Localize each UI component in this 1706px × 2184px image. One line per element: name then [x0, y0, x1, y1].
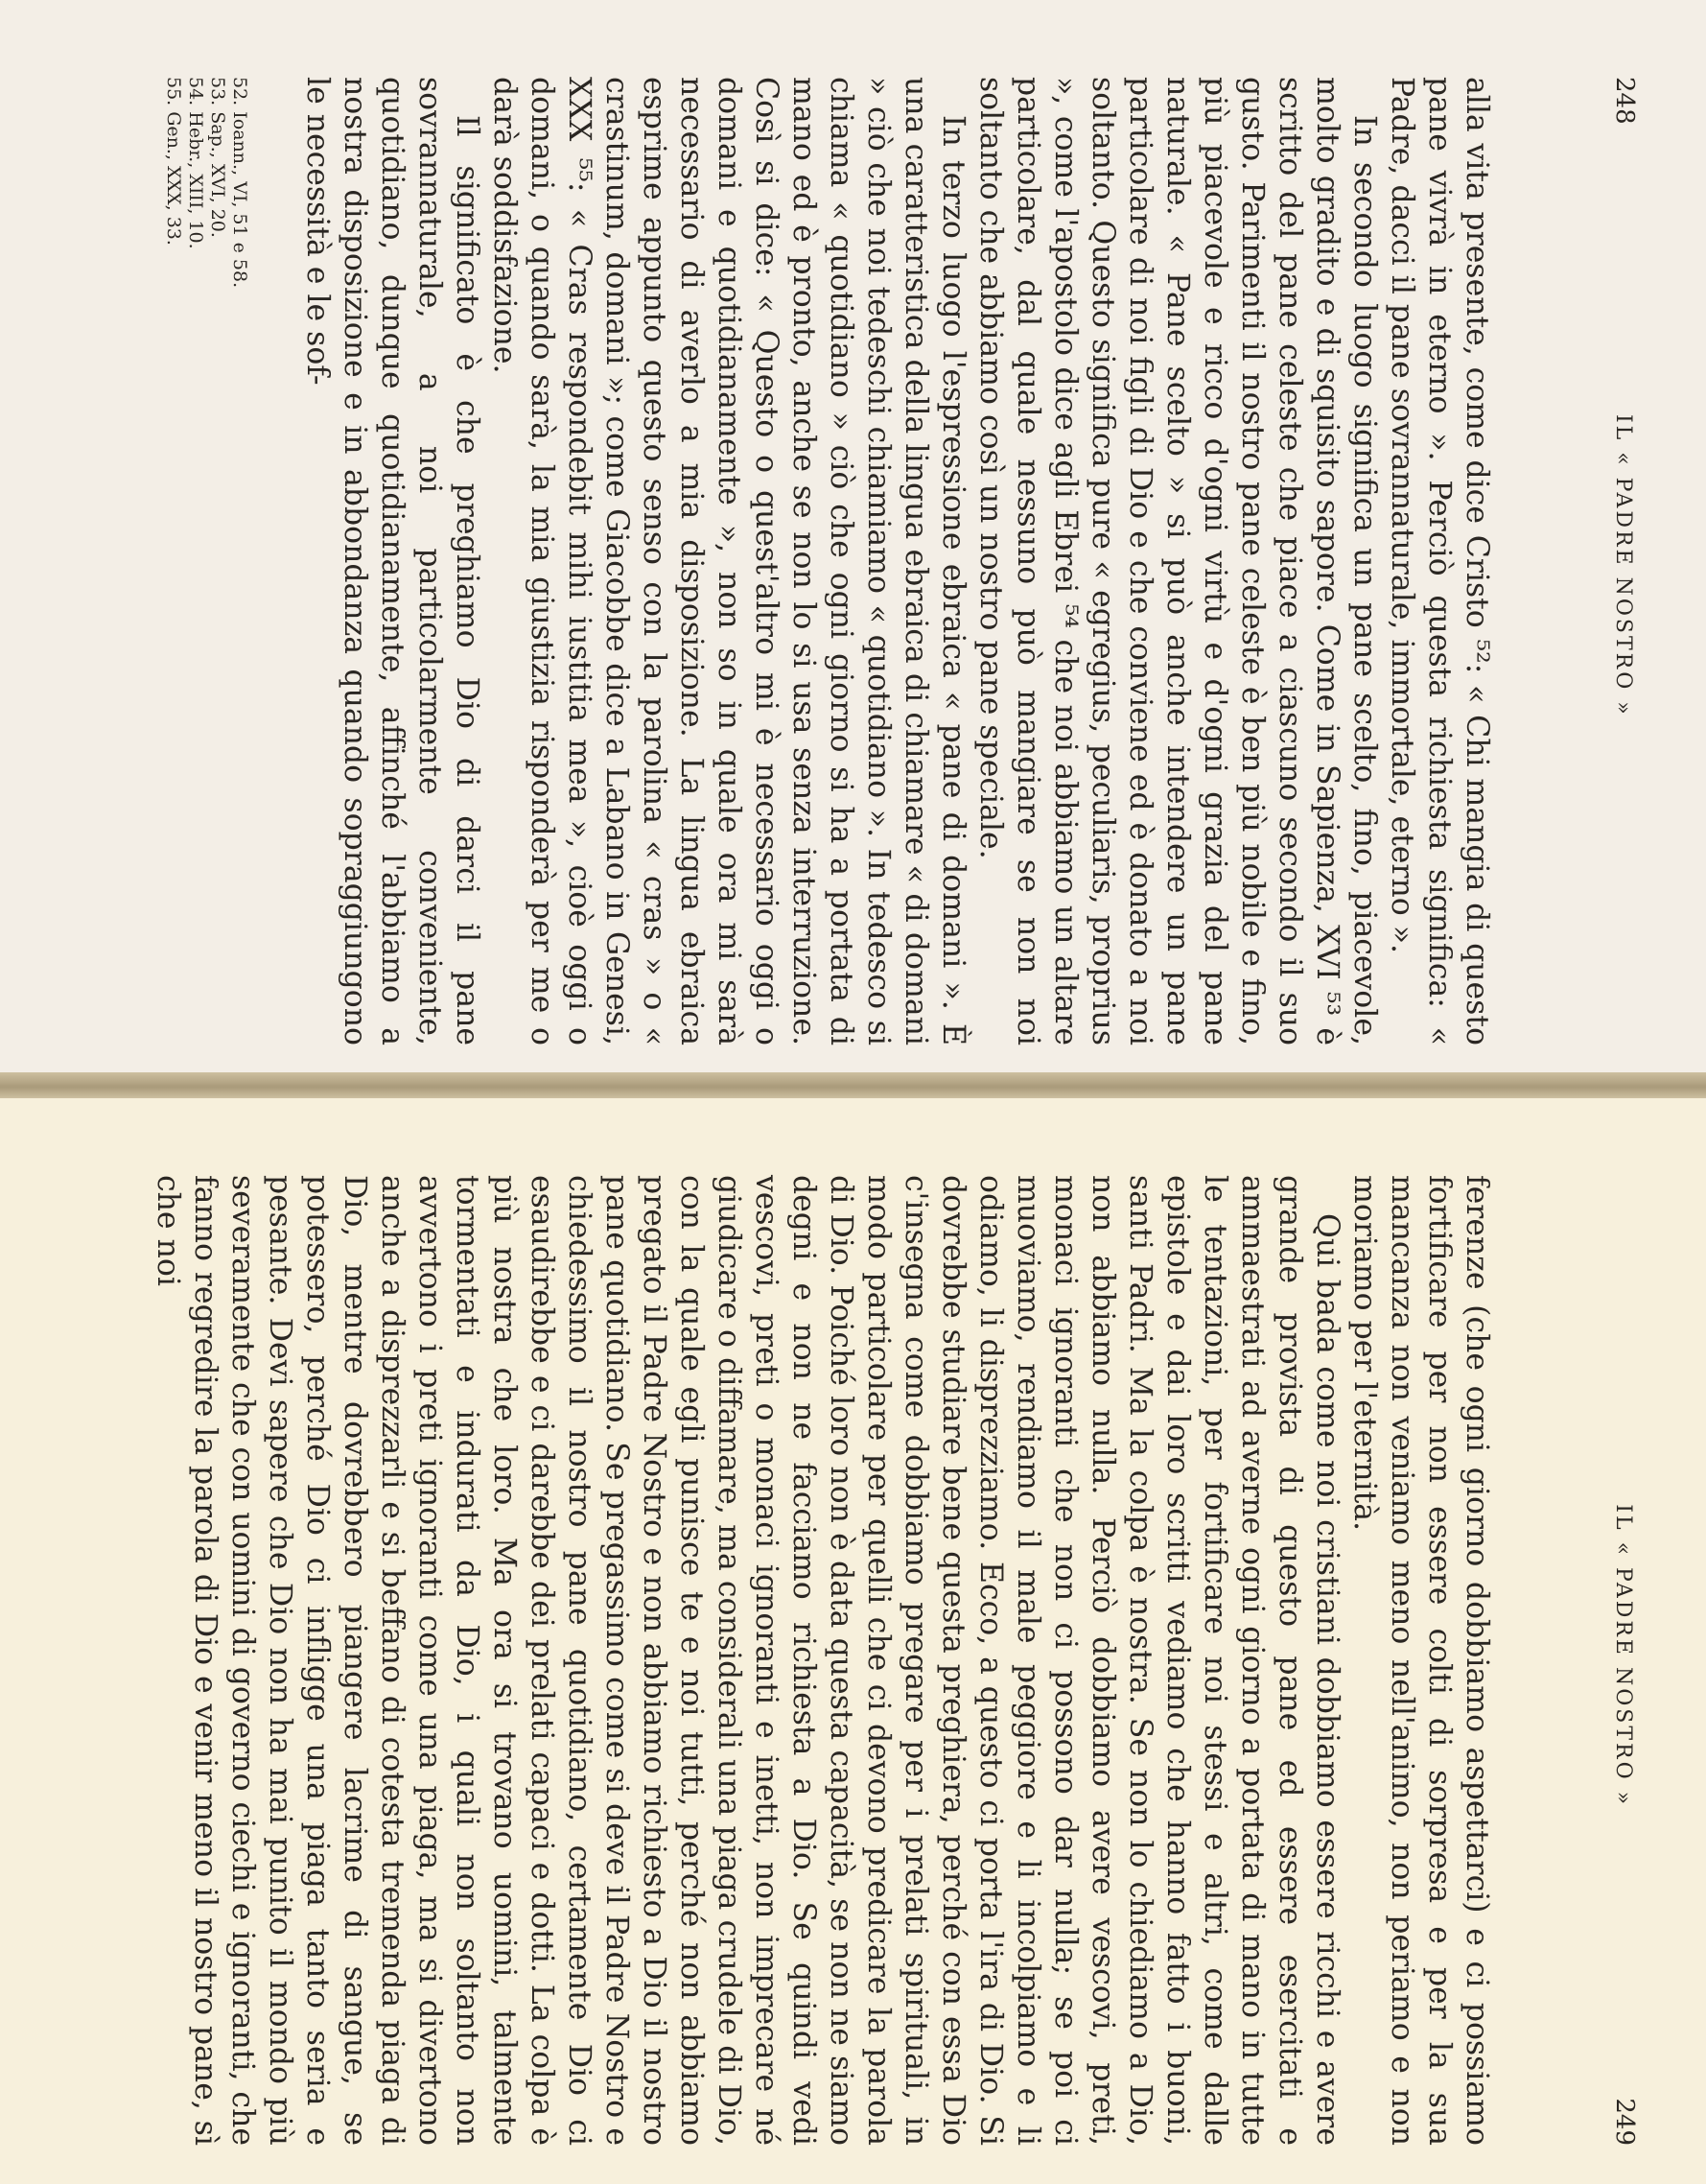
running-head: IL « PADRE NOSTRO » — [1611, 413, 1635, 717]
footnotes — [162, 77, 250, 1045]
page-header — [1581, 77, 1639, 1045]
body-text — [298, 77, 1495, 1045]
paragraph: Il significato è che preghiamo Dio di darci il pane sovrannaturale, a noi particolarmente conveniente, quotidiano, dunque quotidianamente, affinché l'abbiamo a nostra disposizione e in abbondanza quando sopraggiungono le necessità e le sof- — [300, 77, 484, 1045]
paragraph: In terzo luogo l'espressione ebraica « pane di domani ». È una caratteristica della lingua ebraica di chiamare « di domani » ciò che noi tedeschi chiamiamo « quotidiano ». In tedesco si chiama « quotidiano » ciò che ogni giorno si ha a portata di mano ed è pronto, anche se non lo si usa senza interruzione. Così si dice: « Questo o quest'altro mi è necessario oggi o domani e quotidianamente », non so in quale ora mi sarà necessario di averlo a mia disposizione. La lingua ebraica esprime appunto questo senso con la parolina « cras » o « crastinum, domani »; come Giacobbe dice a Labano in Genesi, XXX ⁵⁵: « Cras respondebit mihi iustitia mea », cioè oggi o domani, o quando sarà, la mia giustizia risponderà per me o darà soddisfazione. — [487, 77, 970, 1045]
page-number: 248 — [1610, 77, 1639, 125]
paragraph: Qui bada come noi cristiani dobbiamo essere ricchi e avere grande provista di questo pane ed essere esercitati e ammaestrati ad averne ogni giorno a portata di mano in tutte le tentazioni, per fortificare noi stessi e altri, come dalle epistole e dai loro scritti vediamo che hanno fatto i buoni, santi Padri. Ma la colpa è nostra. Se non lo chiediamo a Dio, non abbiamo nulla. Perciò dobbiamo avere vescovi, preti, monaci ignoranti che non ci possono dar nulla; se poi ci muoviamo, rendiamo il male peggiore e li incolpiamo e li odiamo, li disprezziamo. Ecco, a questo ci porta l'ira di Dio. Si dovrebbe studiare bene questa preghiera, perché con essa Dio c'insegna come dobbiamo pregare per i prelati spirituali, in modo particolare per quelli che ci devono predicare la parola di Dio. Poiché loro non è data questa capacità, se non ne siamo degni e non ne facciamo richiesta a Dio. Se quindi vedi vescovi, preti o monaci ignoranti e inetti, non imprecare né giudicare o diffamare, ma considerali una piaga crudele di Dio, con la quale egli punisce te e noi tutti, perché non abbiamo pregato il Padre Nostro e non abbiamo richiesto a Dio il nostro pane quotidiano. Se pregassimo come si deve il Padre Nostro e chiedessimo il nostro pane quotidiano, certamente Dio ci esaudirebbe e ci darebbe dei prelati capaci e dotti. La colpa è più nostra che loro. Ma ora si trovano uomini, talmente tormentati e indurati da Dio, i quali non soltanto non avvertono i preti ignoranti come una piaga, ma si divertono anche a disprezzarli e si beffano di cotesta tremenda piaga di Dio, mentre dovrebbero piangere lacrime di sangue, se potessero, perché Dio ci infligge una piaga tanto seria e pesante. Devi sapere che Dio non ha mai punito il mondo più severamente che con uomini di governo ciechi e ignoranti, che fanno regredire la parola di Dio e venir meno il nostro pane, sì che noi — [151, 1175, 1344, 2146]
running-head: IL « PADRE NOSTRO » — [1611, 1504, 1635, 1808]
paragraph: ferenze (che ogni giorno dobbiamo aspettarci) e ci possiamo fortificare per non essere colti di sorpresa e per la sua mancanza non veniamo meno nell'animo, non periamo e non moriamo per l'eternità. — [1347, 1175, 1494, 2146]
page-header — [1581, 1175, 1639, 2146]
page-number: 249 — [1610, 2098, 1639, 2146]
right-page — [0, 1098, 1706, 2184]
footnote: 53. Sap., XVI, 20. — [207, 77, 228, 238]
footnote: 55. Gen., XXX, 33. — [163, 77, 184, 246]
footnote: 54. Hebr., XIII, 10. — [185, 77, 206, 249]
left-page — [0, 0, 1706, 1084]
body-text — [149, 1175, 1495, 2146]
paragraph: alla vita presente, come dice Cristo ⁵²: « Chi mangia di questo pane vivrà in eterno ». Perciò questa richiesta significa: « Padre, dacci il pane sovrannaturale, immortale, eterno ». — [1385, 77, 1494, 1045]
footnote: 52. Ioann., VI, 51 e 58. — [229, 77, 250, 289]
paragraph: In secondo luogo significa un pane scelto, fino, piacevole, molto gradito e di squisito sapore. Come in Sapienza, XVI ⁵³ è scritto del pane celeste che piace a ciascuno secondo il suo gusto. Parimenti il nostro pane celeste è ben più nobile e fino, più piacevole e ricco d'ogni virtù e d'ogni grazia del pane naturale. « Pane scelto » si può anche intendere un pane particolare di noi figli di Dio e che conviene ed è donato a noi soltanto. Questo significa pure « egregius, peculiaris, proprius », come l'apostolo dice agli Ebrei ⁵⁴ che noi abbiamo un altare particolare, dal quale nessuno può mangiare se non noi soltanto che abbiamo così un nostro pane speciale. — [973, 77, 1382, 1045]
